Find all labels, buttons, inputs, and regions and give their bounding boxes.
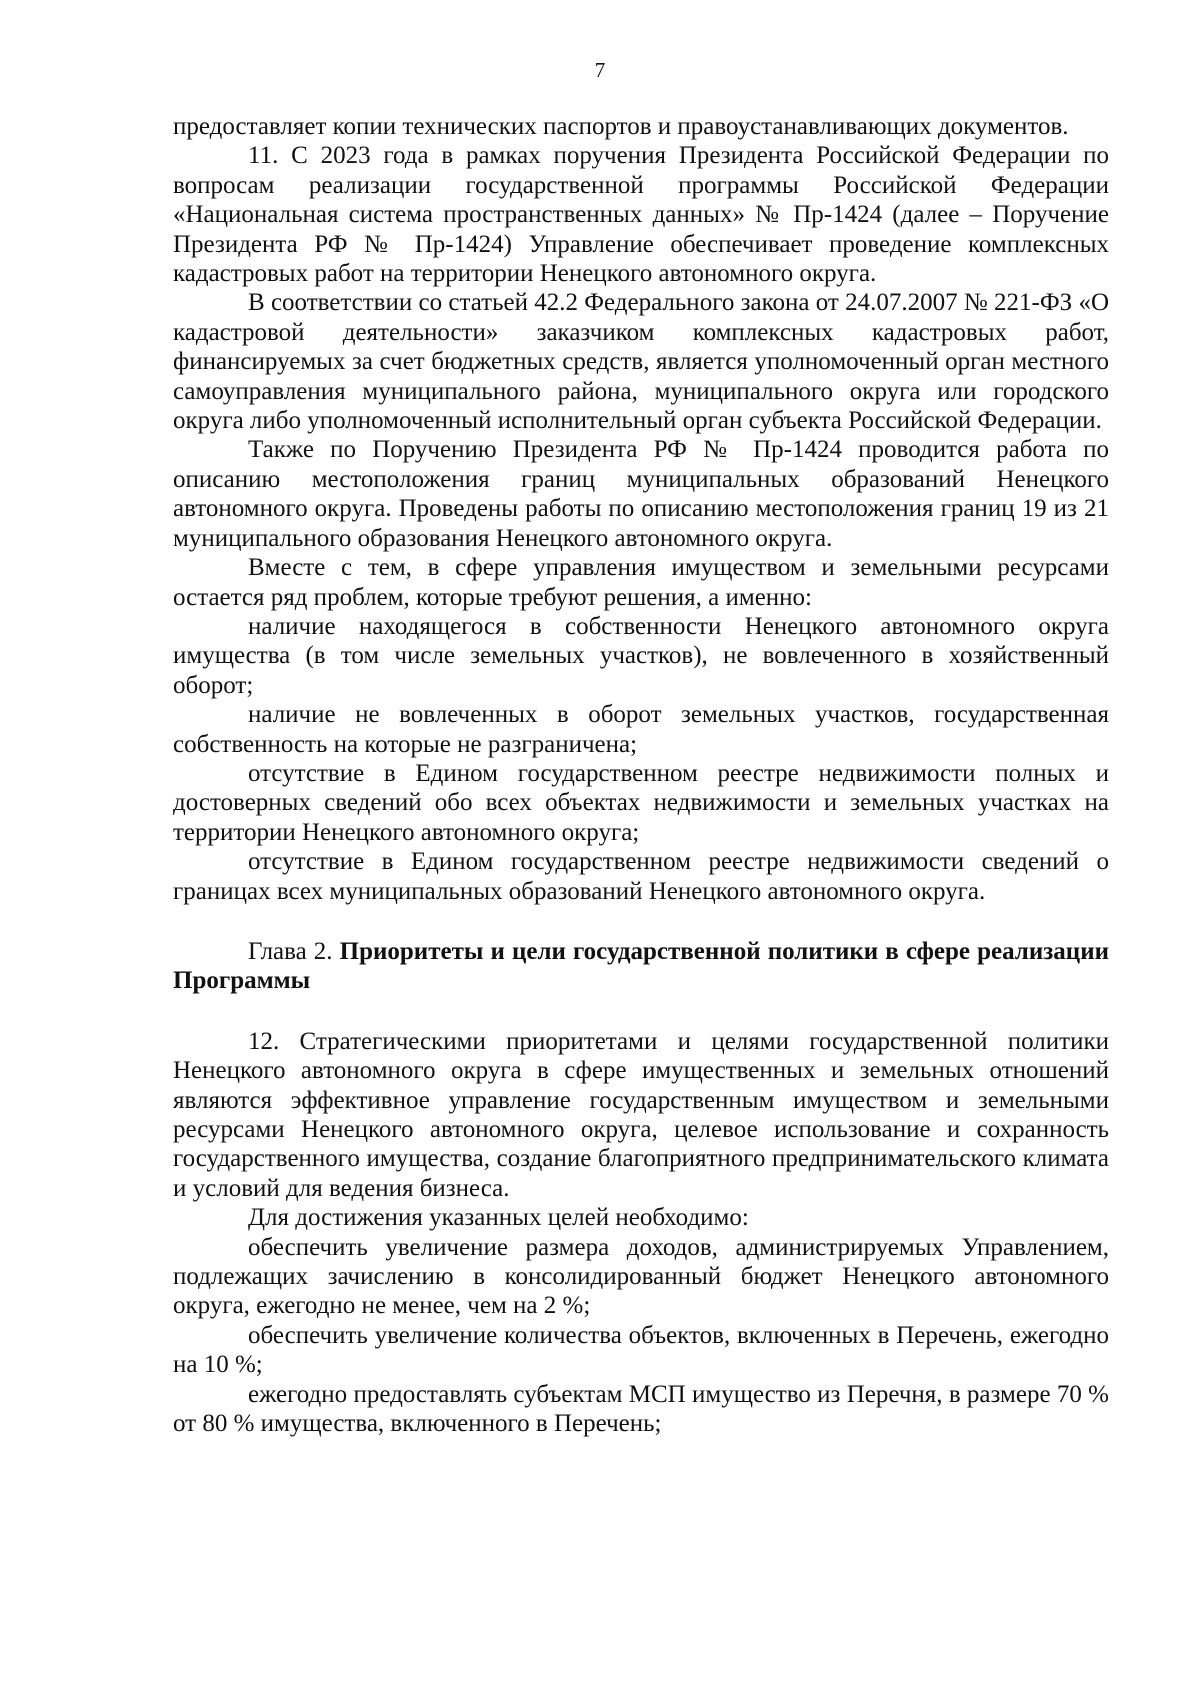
list-item: обеспечить увеличение количества объектов, включенных в Перечень, ежегодно на 10 %; (173, 1321, 1109, 1379)
chapter-title: Приоритеты и цели государственной политики в сфере реализации Программы (173, 937, 1109, 995)
chapter-heading (173, 937, 1109, 996)
paragraph: предоставляет копии технических паспортов и правоустанавливающих документов. (173, 113, 1069, 140)
paragraph: 12. Стратегическими приоритетами и целями государственной политики Ненецкого автономного округа в сфере имущественных и земельных отношений являются эффективное управление государственным имуществом и земельными ресурсами Ненецкого автономного округа, целевое использование и сохранность государственного имущества, создание благоприятного предпринимательского климата и условий для ведения бизнеса. (173, 1027, 1109, 1202)
list-item: ежегодно предоставлять субъектам МСП имущество из Перечня, в размере 70 % от 80 % имущества, включенного в Перечень; (173, 1380, 1109, 1438)
document-body (173, 112, 1109, 1438)
list-item: наличие не вовлеченных в оборот земельных участков, государственная собственность на которые не разграничена; (173, 701, 1109, 758)
paragraph: Для достижения указанных целей необходимо: (248, 1204, 749, 1232)
list-item: обеспечить увеличение размера доходов, администрируемых Управлением, подлежащих зачислению в консолидированный бюджет Ненецкого автономного округа, ежегодно не менее, чем на 2 %; (173, 1233, 1109, 1320)
paragraph: В соответствии со статьей 42.2 Федерального закона от 24.07.2007 № 221-ФЗ «О кадастровой деятельности» заказчиком комплексных кадастровых работ, финансируемых за счет бюджетных средств, является уполномоченный орган местного самоуправления муниципального района, муниципального округа или городского округа либо уполномоченный исполнительный орган субъекта Российской Федерации. (173, 289, 1109, 435)
paragraph: Вместе с тем, в сфере управления имуществом и земельными ресурсами остается ряд проблем, которые требуют решения, а именно: (173, 554, 1109, 611)
list-item: наличие находящегося в собственности Ненецкого автономного округа имущества (в том числе земельных участков), не вовлеченного в хозяйственный оборот; (173, 612, 1109, 699)
list-item: отсутствие в Едином государственном реестре недвижимости полных и достоверных сведений обо всех объектах недвижимости и земельных участках на территории Ненецкого автономного округа; (173, 759, 1109, 846)
paragraph: Также по Поручению Президента РФ № Пр-1424 проводится работа по описанию местоположения границ муниципальных образований Ненецкого автономного округа. Проведены работы по описанию местоположения границ 19 из 21 муниципального образования Ненецкого автономного округа. (173, 436, 1109, 552)
chapter-label: Глава 2. (248, 937, 333, 965)
paragraph: 11. С 2023 года в рамках поручения Президента Российской Федерации по вопросам реализации государственной программы Российской Федерации «Национальная система пространственных данных» № Пр-1424 (далее – Поручение Президента РФ № Пр-1424) Управление обеспечивает проведение комплексных кадастровых работ на территории Ненецкого автономного округа. (173, 142, 1109, 288)
page-number: 7 (594, 58, 606, 82)
list-item: отсутствие в Едином государственном реестре недвижимости сведений о границах всех муниципальных образований Ненецкого автономного округа. (173, 848, 1109, 905)
